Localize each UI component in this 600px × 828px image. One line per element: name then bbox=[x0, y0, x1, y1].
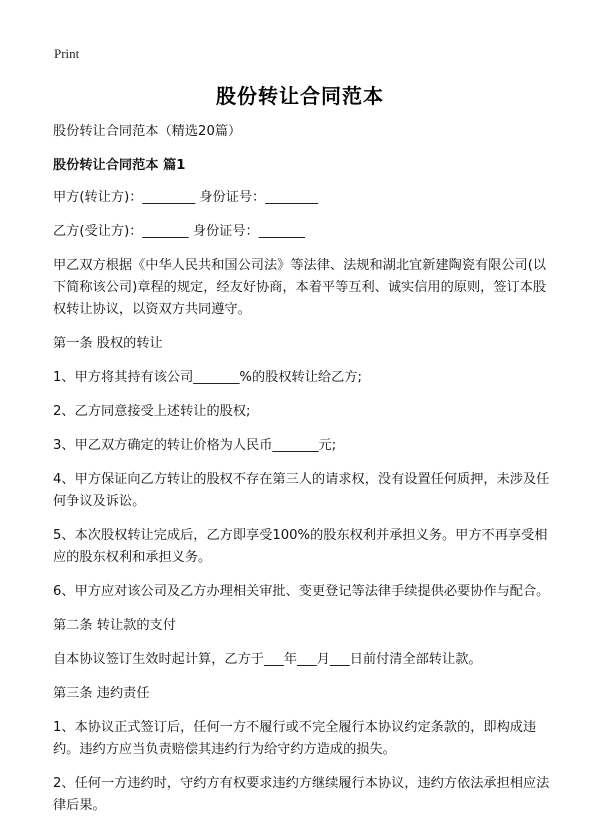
document-subtitle: 股份转让合同范本（精选20篇） bbox=[53, 124, 242, 139]
article-1-item: 6、甲方应对该公司及乙方办理相关审批、变更登记等法律手续提供必要协作与配合。 bbox=[53, 584, 550, 599]
article-3-heading: 第三条 违约责任 bbox=[53, 686, 150, 701]
article-2-heading: 第二条 转让款的支付 bbox=[53, 618, 176, 633]
article-1-item: 3、甲乙双方确定的转让价格为人民币_______元; bbox=[53, 438, 337, 453]
article-1-item: 5、本次股权转让完成后，乙方即享受100%的股东权利并承担义务。甲方不再享受相应的股东权利和承担义务。 bbox=[53, 528, 548, 565]
article-1-heading: 第一条 股权的转让 bbox=[53, 336, 163, 351]
article-3-item: 1、本协议正式签订后，任何一方不履行或不完全履行本协议约定条款的，即构成违约。违约方应当负责赔偿其违约行为给守约方造成的损失。 bbox=[53, 720, 537, 757]
article-1-item: 2、乙方同意接受上述转让的股权; bbox=[53, 404, 251, 419]
party-a-line: 甲方(转让方)：________ 身份证号：________ bbox=[53, 190, 319, 205]
article-1-item: 4、甲方保证向乙方转让的股权不存在第三人的请求权，没有设置任何质押，未涉及任何争议及诉讼。 bbox=[53, 472, 550, 509]
article-3-item: 2、任何一方违约时，守约方有权要求违约方继续履行本协议，违约方依法承担相应法律后果。 bbox=[53, 776, 550, 813]
article-1-item: 1、甲方将其持有该公司_______%的股权转让给乙方; bbox=[53, 370, 362, 385]
article-2-text: 自本协议签订生效时起计算，乙方于___年___月___日前付清全部转让款。 bbox=[53, 652, 482, 667]
document-body bbox=[53, 121, 553, 817]
section-heading: 股份转让合同范本 篇1 bbox=[53, 158, 186, 173]
print-label: Print bbox=[54, 46, 80, 61]
intro-paragraph: 甲乙双方根据《中华人民共和国公司法》等法律、法规和湖北宜新建陶瓷有限公司(以下简称该公司)章程的规定，经友好协商，本着平等互利、诚实信用的原则，签订本股权转让协议，以资双方共同遵守。 bbox=[53, 258, 547, 317]
document-title: 股份转让合同范本 bbox=[216, 84, 384, 108]
party-b-line: 乙方(受让方)：_______ 身份证号：_______ bbox=[53, 224, 305, 239]
